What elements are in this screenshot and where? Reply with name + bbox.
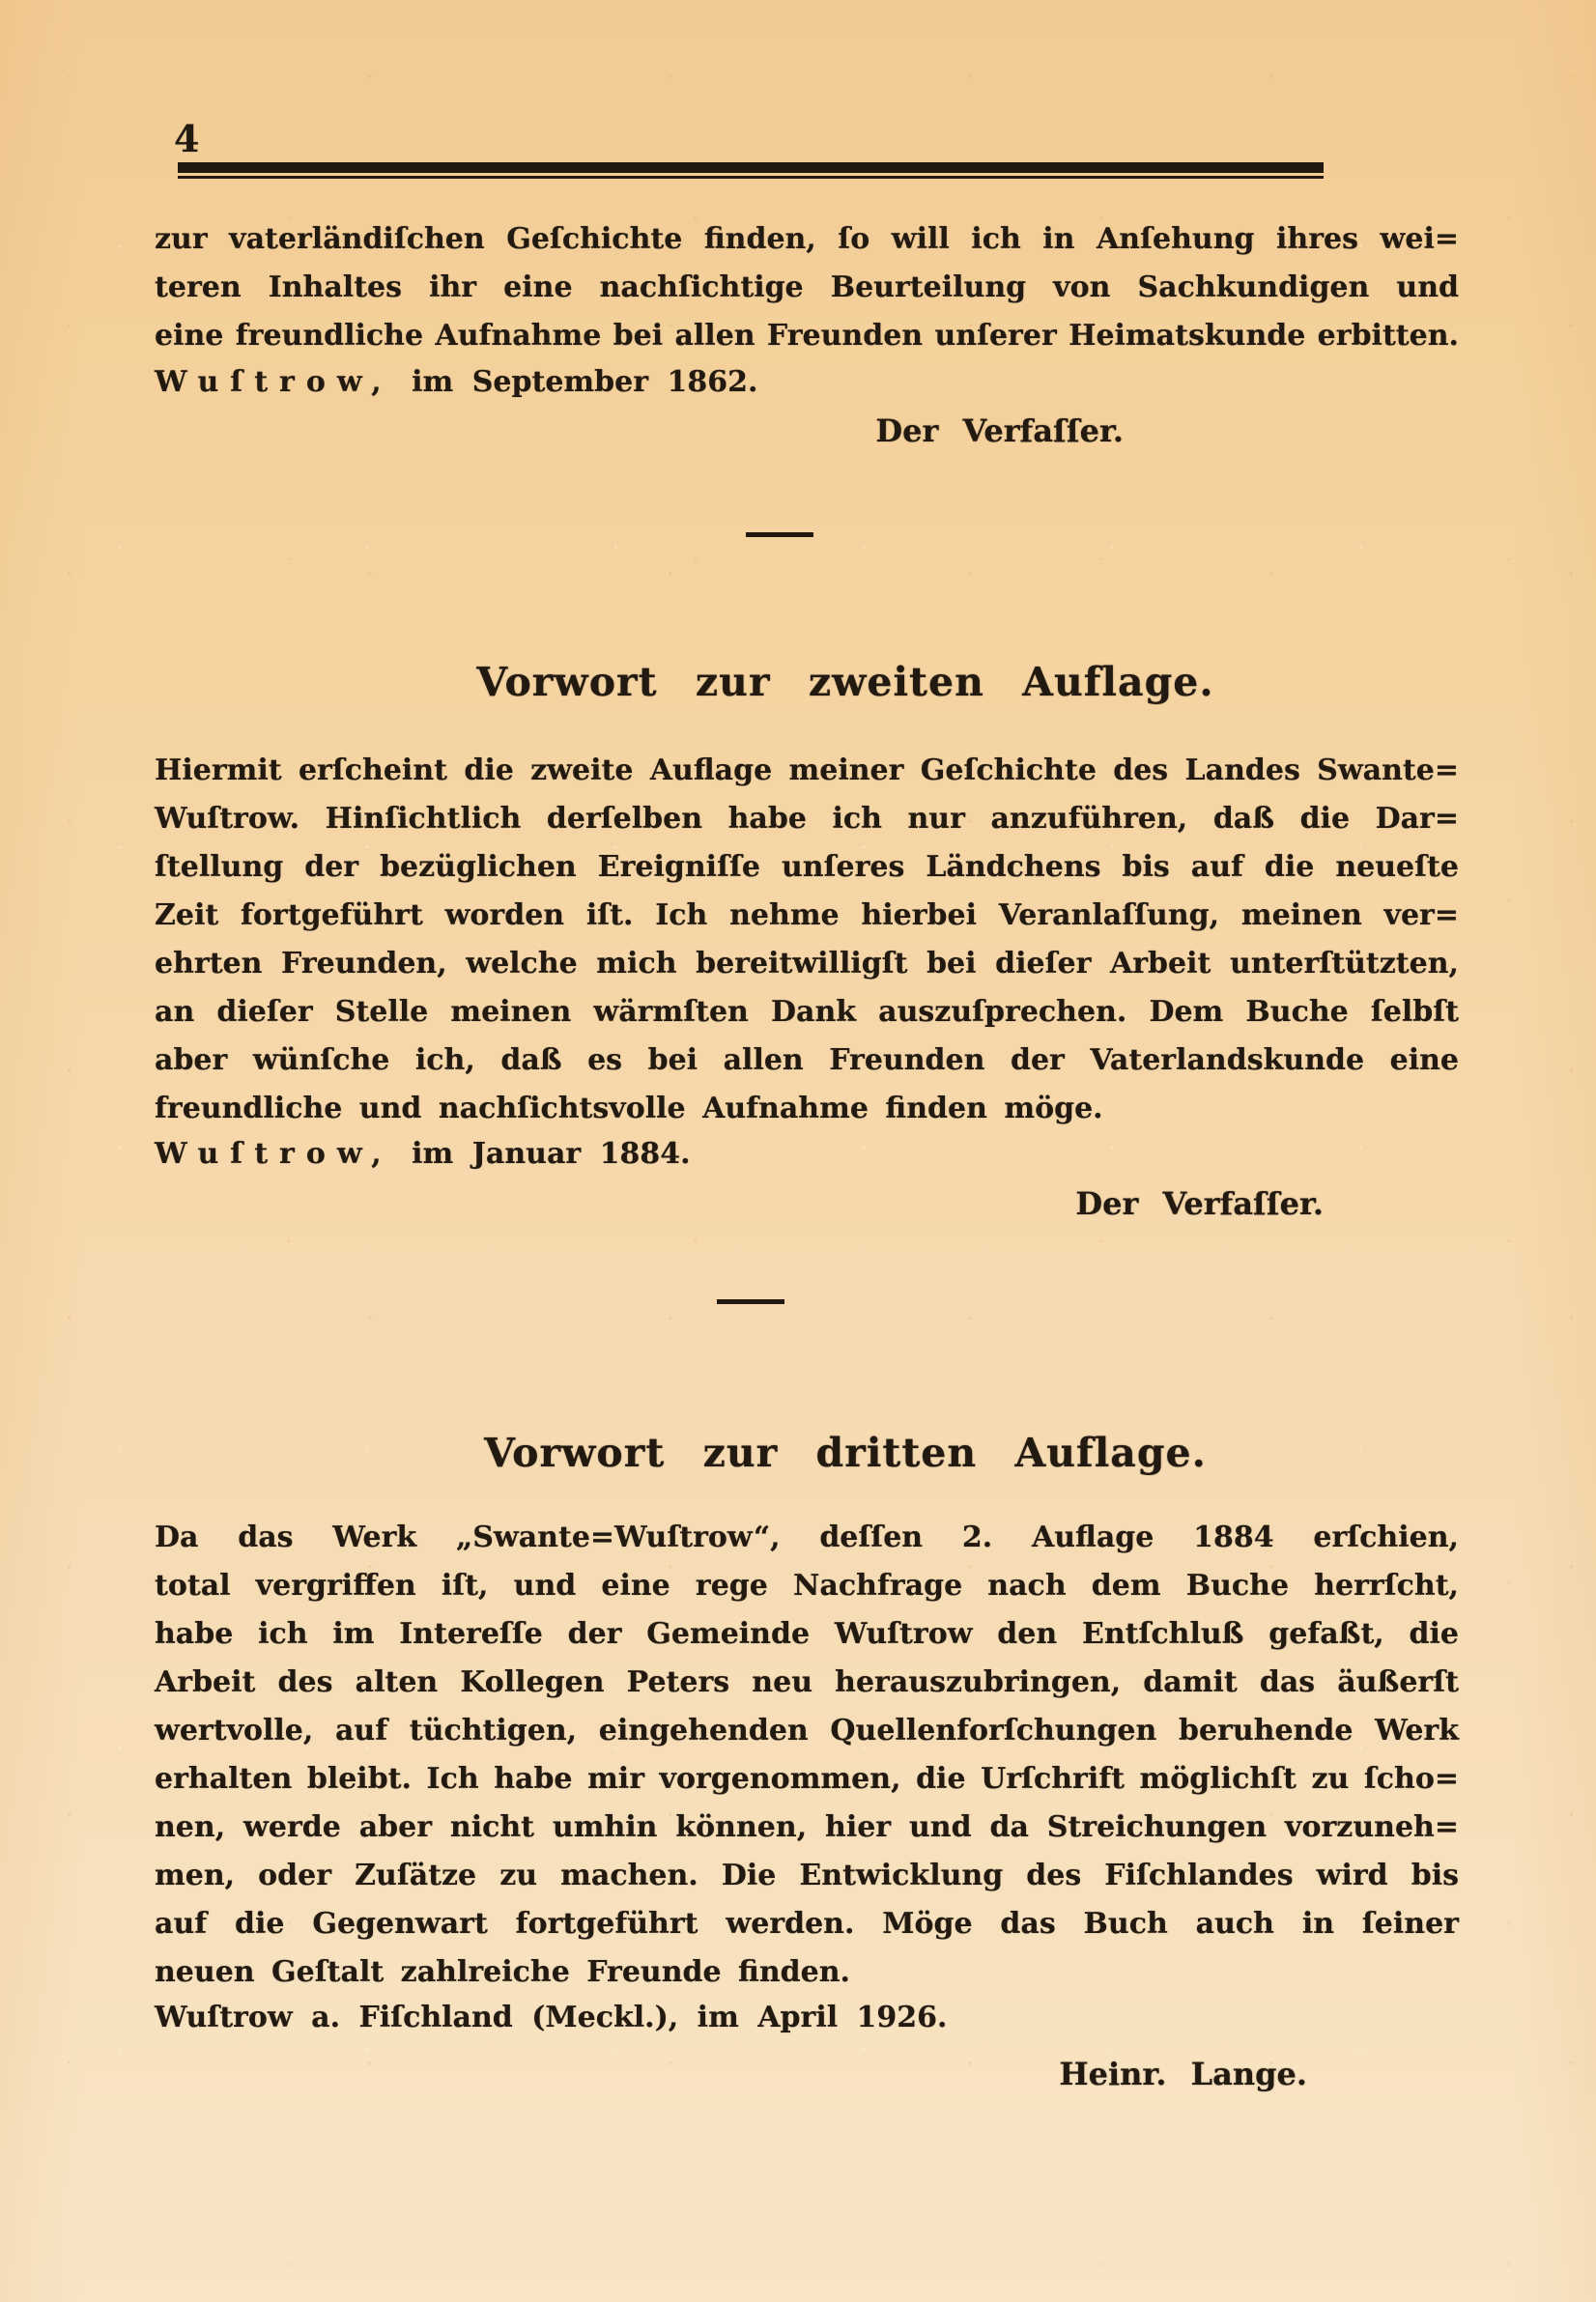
preface-1862-paragraph (155, 215, 1459, 360)
dateline-januar-1884 (155, 1130, 691, 1179)
dateline-date: im Januar 1884. (392, 1137, 691, 1171)
heading-vorwort-zweite-auflage: Vorwort zur zweiten Auflage. (476, 659, 1214, 705)
paragraph-line: men, oder Zuſätze zu machen. Die Entwicklung des Fiſchlandes wird bis (155, 1859, 1459, 1892)
paragraph-line: teren Inhaltes ihr eine nachſichtige Beurteilung von Sachkundigen und (155, 270, 1459, 304)
paragraph-line: nen, werde aber nicht umhin können, hier und da Streichungen vorzuneh= (155, 1810, 1459, 1844)
paragraph-line: Arbeit des alten Kollegen Peters neu herauszubringen, damit das äußerſt (155, 1665, 1459, 1699)
paragraph-line: zur vaterländiſchen Geſchichte finden, ſo will ich in Anſehung ihres wei= (155, 222, 1459, 256)
dateline-april-1926 (155, 1994, 948, 2042)
paragraph-line: Zeit fortgeführt worden iſt. Ich nehme hierbei Veranlaſſung, meinen ver= (155, 898, 1459, 932)
dateline-date: Wuſtrow a. Fiſchland (Meckl.), im April 1926. (155, 2001, 948, 2034)
dateline-place: Wuſtrow, (155, 365, 393, 399)
dateline-date: im September 1862. (392, 365, 758, 399)
paragraph-line: habe ich im Intereſſe der Gemeinde Wuſtrow den Entſchluß gefaßt, die (155, 1617, 1459, 1651)
paragraph-line: Hiermit erſcheint die zweite Auflage meiner Geſchichte des Landes Swante= (155, 753, 1459, 787)
section-divider-2 (717, 1299, 784, 1304)
paragraph-line: ſtellung der bezüglichen Ereigniſſe unſeres Ländchens bis auf die neueſte (155, 850, 1459, 884)
paragraph-line: Wuſtrow. Hinſichtlich derſelben habe ich nur anzuführen, daß die Dar= (155, 802, 1459, 836)
preface-1884-paragraph (155, 747, 1459, 1133)
heading-vorwort-dritte-auflage: Vorwort zur dritten Auflage. (484, 1430, 1207, 1476)
paragraph-line: erhalten bleibt. Ich habe mir vorgenommen, die Urſchrift möglichſt zu ſcho= (155, 1762, 1459, 1796)
paragraph-line: wertvolle, auf tüchtigen, eingehenden Quellenforſchungen beruhende Werk (155, 1714, 1459, 1748)
paragraph-line: an dieſer Stelle meinen wärmſten Dank auszuſprechen. Dem Buche ſelbſt (155, 995, 1459, 1029)
paragraph-line: total vergriffen iſt, und eine rege Nachfrage nach dem Buche herrſcht, (155, 1569, 1459, 1603)
preface-1926-paragraph (155, 1514, 1459, 1997)
dateline-place: Wuſtrow, (155, 1137, 393, 1171)
paragraph-line: ehrten Freunden, welche mich bereitwilligſt bei dieſer Arbeit unterſtützten, (155, 947, 1459, 980)
dateline-september-1862 (155, 358, 757, 407)
paragraph-line: neuen Geſtalt zahlreiche Freunde finden. (155, 1955, 850, 1989)
signature-heinr-lange: Heinr. Lange. (1059, 2056, 1307, 2092)
paragraph-line: freundliche und nachſichtsvolle Aufnahme finden möge. (155, 1092, 1103, 1125)
signature-verfasser-1884: Der Verfaſſer. (1075, 1185, 1324, 1222)
section-divider-1 (746, 532, 813, 537)
page-number: 4 (174, 117, 200, 160)
paragraph-line: aber wünſche ich, daß es bei allen Freunden der Vaterlandskunde eine (155, 1043, 1459, 1077)
paragraph-line: Da das Werk „Swante=Wuſtrow“, deſſen 2. Auflage 1884 erſchien, (155, 1520, 1459, 1554)
signature-verfasser-1862: Der Verfaſſer. (875, 412, 1124, 449)
paragraph-line: auf die Gegenwart fortgeführt werden. Möge das Buch auch in ſeiner (155, 1907, 1459, 1941)
header-rule (178, 162, 1324, 179)
paragraph-line: eine freundliche Aufnahme bei allen Freunden unſerer Heimatskunde erbitten. (155, 319, 1459, 353)
